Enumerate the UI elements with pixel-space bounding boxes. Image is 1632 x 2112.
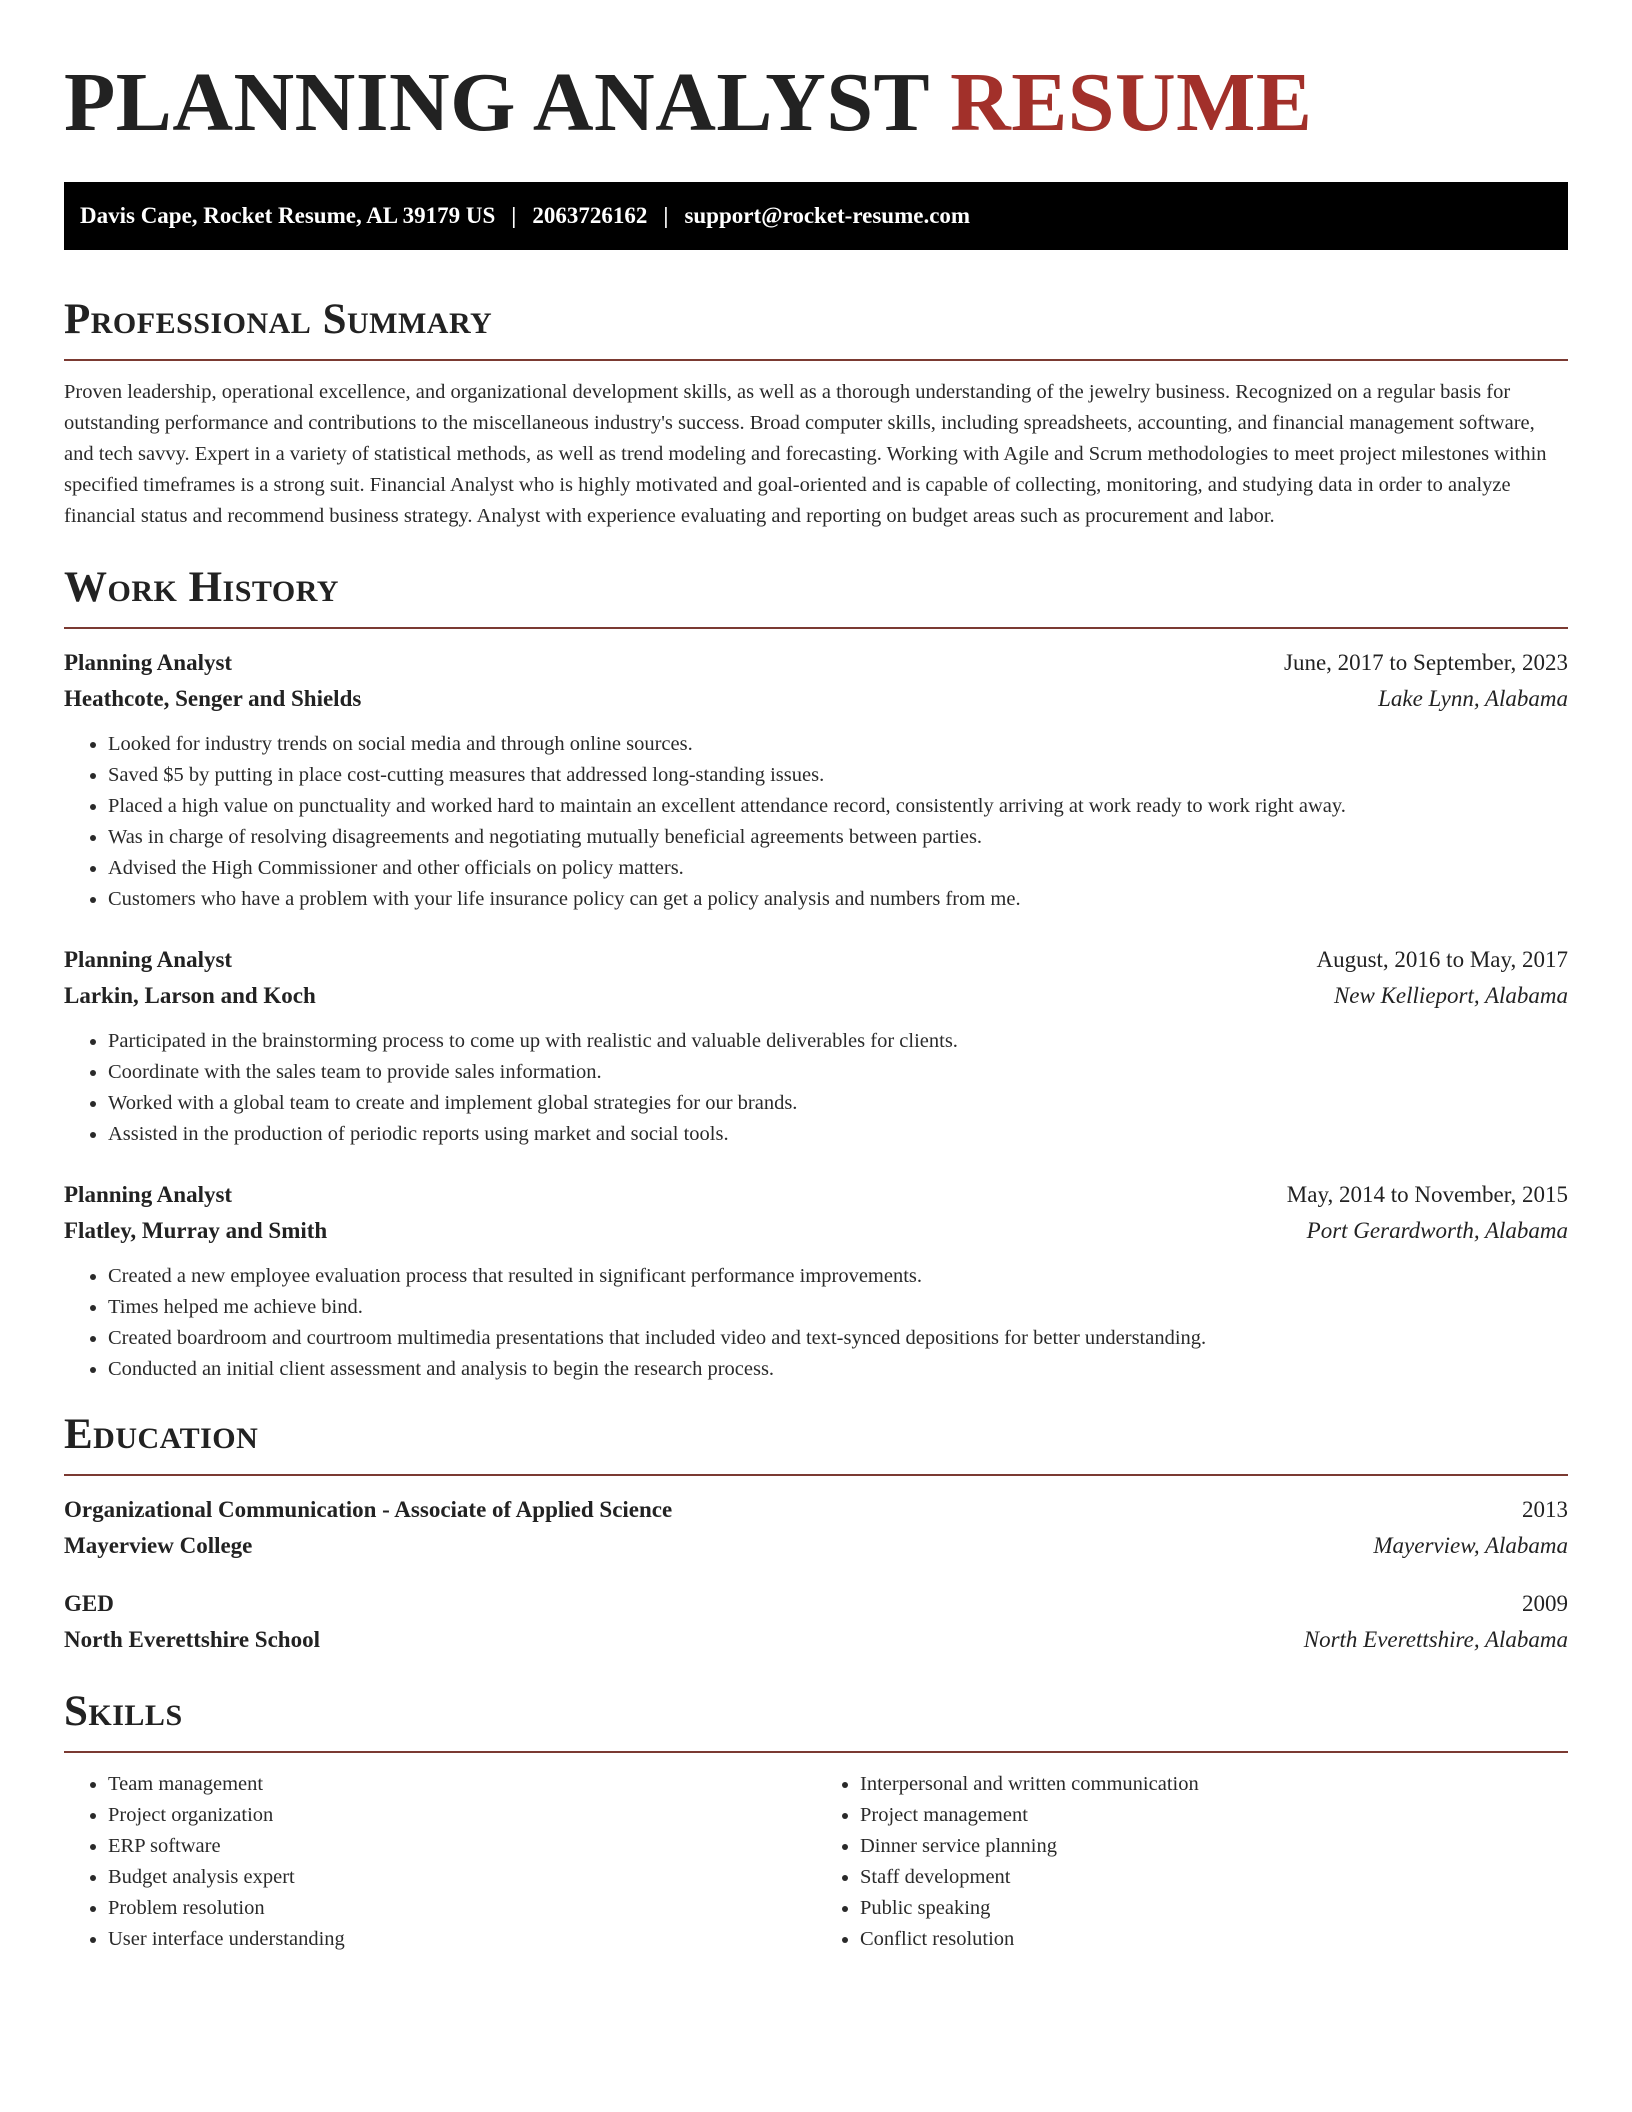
job-location: Lake Lynn, Alabama (1378, 686, 1568, 711)
job-bullet: • Times helped me achieve bind. (108, 1292, 1568, 1323)
skill-item: • ERP software (108, 1831, 816, 1862)
job-dates: August, 2016 to May, 2017 (1316, 947, 1568, 972)
skills-list-right (816, 1769, 1568, 1955)
job-bullet: • Assisted in the production of periodic reports using market and social tools. (108, 1119, 1568, 1150)
education-header-row (64, 1492, 1568, 1528)
education-entry (64, 1492, 1568, 1564)
education-degree: GED (64, 1591, 114, 1616)
job-bullet: • Participated in the brainstorming process to come up with realistic and valuable deliverables for clients. (108, 1026, 1568, 1057)
contact-phone: 2063726162 (532, 203, 648, 228)
job-bullet: • Looked for industry trends on social media and through online sources. (108, 729, 1568, 760)
section-divider (64, 1751, 1568, 1753)
job-header-row (64, 942, 1568, 978)
job-bullet: • Conducted an initial client assessment and analysis to begin the research process. (108, 1354, 1568, 1385)
resume-page (64, 0, 1568, 1955)
skill-item: • Interpersonal and written communication (860, 1769, 1568, 1800)
section-divider (64, 627, 1568, 629)
job-company: Larkin, Larson and Koch (64, 983, 316, 1008)
section-divider (64, 359, 1568, 361)
job-company-row (64, 978, 1568, 1014)
skill-item: • Staff development (860, 1862, 1568, 1893)
skills-section (64, 1686, 1568, 1955)
job-bullet: • Advised the High Commissioner and other officials on policy matters. (108, 853, 1568, 884)
job-company: Heathcote, Senger and Shields (64, 686, 362, 711)
job-bullet: • Coordinate with the sales team to provide sales information. (108, 1057, 1568, 1088)
title-accent: RESUME (950, 56, 1313, 149)
skill-item: • Project management (860, 1800, 1568, 1831)
job-company-row (64, 1213, 1568, 1249)
job-bullet-list (64, 1026, 1568, 1150)
contact-address: Davis Cape, Rocket Resume, AL 39179 US (80, 203, 496, 228)
contact-separator: | (663, 203, 669, 228)
job-entry (64, 942, 1568, 1150)
section-divider (64, 1474, 1568, 1476)
job-bullet: • Worked with a global team to create and implement global strategies for our brands. (108, 1088, 1568, 1119)
job-bullet-list (64, 1261, 1568, 1385)
education-school-row (64, 1528, 1568, 1564)
education-location: North Everettshire, Alabama (1303, 1627, 1568, 1652)
job-bullet: • Was in charge of resolving disagreements and negotiating mutually beneficial agreements between parties. (108, 822, 1568, 853)
job-location: Port Gerardworth, Alabama (1306, 1218, 1568, 1243)
job-company-row (64, 681, 1568, 717)
skill-item: • Conflict resolution (860, 1924, 1568, 1955)
contact-separator: | (511, 203, 517, 228)
education-degree: Organizational Communication - Associate of Applied Science (64, 1497, 673, 1522)
education-header-row (64, 1586, 1568, 1622)
job-bullet: • Saved $5 by putting in place cost-cutting measures that addressed long-standing issues. (108, 760, 1568, 791)
job-title: Planning Analyst (64, 1182, 233, 1207)
skills-columns (64, 1769, 1568, 1955)
section-title-education: Education (64, 1411, 259, 1458)
skill-item: • Budget analysis expert (108, 1862, 816, 1893)
education-location: Mayerview, Alabama (1373, 1533, 1568, 1558)
summary-text: Proven leadership, operational excellence, and organizational development skills, as well as a thorough understanding of the jewelry business. Recognized on a regular basis for outstanding performance and contributions to the miscellaneous industry's success. Broad computer skills, including spreadsheets, accounting, and financial management software, and tech savvy. Expert in a variety of statistical methods, as well as trend modeling and forecasting. Working with Agile and Scrum methodologies to meet project milestones within specified timeframes is a strong suit. Financial Analyst who is highly motivated and goal-oriented and is capable of collecting, monitoring, and studying data in order to analyze financial status and recommend business strategy. Analyst with experience evaluating and reporting on budget areas such as procurement and labor. (64, 381, 1547, 527)
contact-bar (64, 182, 1568, 250)
job-dates: May, 2014 to November, 2015 (1286, 1182, 1568, 1207)
section-title-skills: Skills (64, 1688, 183, 1735)
job-dates: June, 2017 to September, 2023 (1284, 650, 1568, 675)
job-location: New Kellieport, Alabama (1333, 983, 1568, 1008)
education-school-row (64, 1622, 1568, 1658)
job-bullet-list (64, 729, 1568, 915)
education-section (64, 1409, 1568, 1658)
education-school: North Everettshire School (64, 1627, 320, 1652)
title-main: PLANNING ANALYST (64, 56, 929, 149)
job-title: Planning Analyst (64, 947, 233, 972)
job-entry (64, 645, 1568, 915)
job-header-row (64, 1177, 1568, 1213)
job-bullet: • Created a new employee evaluation process that resulted in significant performance improvements. (108, 1261, 1568, 1292)
summary-section (64, 294, 1568, 532)
skills-list-left (64, 1769, 816, 1955)
skill-item: • Public speaking (860, 1893, 1568, 1924)
job-list (64, 645, 1568, 1385)
skill-item: • Dinner service planning (860, 1831, 1568, 1862)
section-title-summary: Professional Summary (64, 296, 493, 343)
skill-item: • Project organization (108, 1800, 816, 1831)
section-title-work-history: Work History (64, 564, 339, 611)
education-year: 2009 (1522, 1591, 1568, 1616)
job-header-row (64, 645, 1568, 681)
education-school: Mayerview College (64, 1533, 253, 1558)
resume-title (64, 0, 1568, 151)
job-title: Planning Analyst (64, 650, 233, 675)
education-year: 2013 (1522, 1497, 1568, 1522)
skill-item: • User interface understanding (108, 1924, 816, 1955)
job-bullet: • Placed a high value on punctuality and worked hard to maintain an excellent attendance record, consistently arriving at work ready to work right away. (108, 791, 1568, 822)
skill-item: • Problem resolution (108, 1893, 816, 1924)
work-history-section (64, 562, 1568, 1385)
job-bullet: • Customers who have a problem with your life insurance policy can get a policy analysis and numbers from me. (108, 884, 1568, 915)
job-entry (64, 1177, 1568, 1385)
job-bullet: • Created boardroom and courtroom multimedia presentations that included video and text-synced depositions for better understanding. (108, 1323, 1568, 1354)
education-entry (64, 1586, 1568, 1658)
education-list (64, 1492, 1568, 1658)
job-company: Flatley, Murray and Smith (64, 1218, 328, 1243)
skill-item: • Team management (108, 1769, 816, 1800)
contact-email: support@rocket-resume.com (684, 203, 971, 228)
